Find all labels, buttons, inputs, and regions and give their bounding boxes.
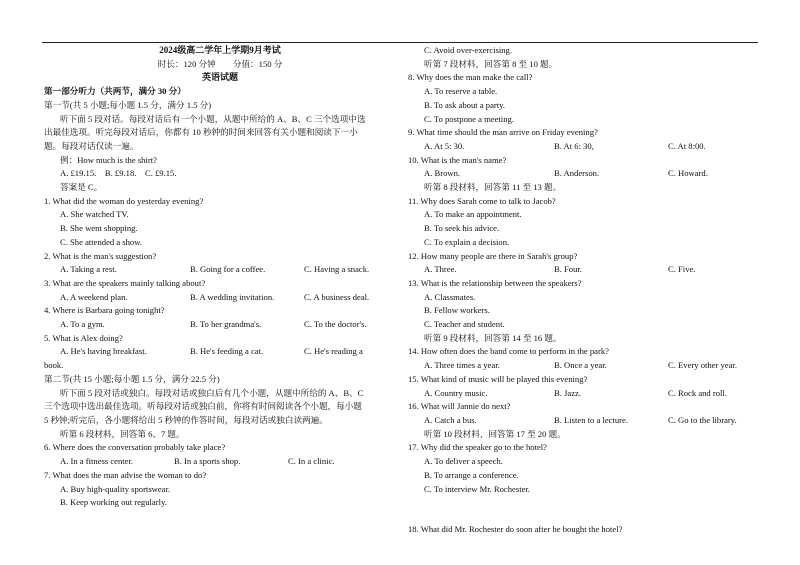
example-question: 例：How much is the shirt? xyxy=(60,154,157,165)
option-b: B. To her grandma's. xyxy=(190,319,262,330)
option-a: A. Classmates. xyxy=(424,291,476,302)
options-row xyxy=(408,387,760,401)
option-a: A. A weekend plan. xyxy=(60,291,128,302)
right-column xyxy=(408,44,760,537)
option-b: B. Listen to a lecture. xyxy=(554,414,628,425)
material-note: 听第 6 段材料，回答第 6、7 题。 xyxy=(60,428,185,439)
options-row xyxy=(408,263,760,277)
option-c: C. A business deal. xyxy=(304,291,370,302)
options-row xyxy=(408,167,760,181)
question-text: 2. What is the man's suggestion? xyxy=(44,250,157,261)
example-options: A. £19.15. B. £9.18. C. £9.15. xyxy=(60,168,177,179)
options-row xyxy=(44,263,396,277)
option-a: A. Catch a bus. xyxy=(424,414,477,425)
option-c: C. In a clinic. xyxy=(288,456,335,467)
part1-heading: 第一部分听力（共两节，满分 30 分） xyxy=(44,86,186,97)
options-row xyxy=(44,291,396,305)
question-text: 18. What did Mr. Rochester do soon after he bought the hotel? xyxy=(408,524,623,535)
material-note: 听第 9 段材料，回答第 14 至 16 题。 xyxy=(424,332,562,343)
option-c: C. He's reading a xyxy=(304,346,363,357)
section2-instruction: 三个选项中选出最佳选项。听每段对话或独白前，你将有时间阅读各个小题，每小题 xyxy=(44,401,362,412)
subject-title: 英语试题 xyxy=(201,72,238,83)
option-c: C. Howard. xyxy=(668,168,708,179)
section2-heading: 第二节(共 15 小题;每小题 1.5 分，满分 22.5 分) xyxy=(44,373,220,384)
question-text: 16. What will Jannie do next? xyxy=(408,401,511,412)
option-b: B. A wedding invitation. xyxy=(190,291,275,302)
question-text: 9. What time should the man arrive on Friday evening? xyxy=(408,127,598,138)
option-c: C. Every other year. xyxy=(668,360,737,371)
option-c: C. Avoid over-exercising. xyxy=(424,45,512,55)
option-b: B. Going for a coffee. xyxy=(190,264,266,275)
option-b: B. At 6: 30, xyxy=(554,140,594,151)
question-text: 15. What kind of music will be played this evening? xyxy=(408,373,588,384)
option-a: A. Taking a rest. xyxy=(60,264,117,275)
question-text: 10. What is the man's name? xyxy=(408,154,507,165)
section1-heading: 第一节(共 5 小题;每小题 1.5 分，满分 1.5 分) xyxy=(44,99,212,110)
option-b: B. In a sports shop. xyxy=(174,456,241,467)
option-a: A. Brown. xyxy=(424,168,461,179)
option-c: C. Five. xyxy=(668,264,696,275)
option-a: A. He's having breakfast. xyxy=(60,346,147,357)
example-answer: 答案是 C。 xyxy=(60,182,103,193)
options-row xyxy=(408,140,760,154)
question-text: 13. What is the relationship between the speakers? xyxy=(408,277,582,288)
option-c: C. Teacher and student. xyxy=(424,319,505,330)
time-score: 时长：120 分钟 分值：150 分 xyxy=(157,58,283,69)
option-a: A. Buy high-quality sportswear. xyxy=(60,483,171,494)
option-a: A. To deliver a speech. xyxy=(424,456,503,467)
question-text: 12. How many people are there in Sarah's group? xyxy=(408,250,578,261)
option-a: A. To make an appointment. xyxy=(424,209,522,220)
option-a: A. She watched TV. xyxy=(60,209,129,220)
option-b: B. Four. xyxy=(554,264,582,275)
question-text: 6. Where does the conversation probably take place? xyxy=(44,442,226,453)
options-row xyxy=(408,359,760,373)
options-row xyxy=(408,414,760,428)
section1-instruction: 听下面 5 段对话。每段对话后有一个小题，从题中所给的 A、B、C 三个选项中选 xyxy=(60,113,366,124)
exam-title: 2024级高二学年上学期9月考试 xyxy=(159,45,281,55)
option-a: A. To a gym. xyxy=(60,319,105,330)
option-a: A. Country music. xyxy=(424,387,488,398)
option-b: B. To arrange a conference. xyxy=(424,469,519,480)
option-c-continued: book. xyxy=(44,360,64,371)
question-text: 17. Why did the speaker go to the hotel? xyxy=(408,442,547,453)
option-a: A. Three. xyxy=(424,264,457,275)
option-b: B. Keep working out regularly. xyxy=(60,497,167,508)
options-row xyxy=(44,318,396,332)
spacer xyxy=(408,496,760,523)
option-b: B. To ask about a party. xyxy=(424,99,506,110)
option-b: B. He's feeding a cat. xyxy=(190,346,264,357)
section2-instruction: 听下面 5 段对话或独白。每段对话或独白后有几个小题，从题中所给的 A、B、C xyxy=(60,387,364,398)
option-c: C. To explain a decision. xyxy=(424,236,510,247)
question-text: 1. What did the woman do yesterday evening? xyxy=(44,195,204,206)
option-b: B. Jazz. xyxy=(554,387,581,398)
option-b: B. Once a year. xyxy=(554,360,607,371)
option-c: C. She attended a show. xyxy=(60,236,143,247)
section1-instruction: 出最佳选项。听完每段对话后，你都有 10 秒钟的时间来回答有关小题和阅读下一小 xyxy=(44,127,358,138)
section1-instruction: 题。每段对话仅读一遍。 xyxy=(44,140,139,151)
question-text: 7. What does the man advise the woman to do? xyxy=(44,469,207,480)
options-row xyxy=(44,345,396,359)
option-b: B. Fellow workers. xyxy=(424,305,490,316)
question-text: 8. Why does the man make the call? xyxy=(408,72,533,83)
question-text: 11. Why does Sarah come to talk to Jacob? xyxy=(408,195,556,206)
option-c: C. Having a snack. xyxy=(304,264,370,275)
question-text: 5. What is Alex doing? xyxy=(44,332,123,343)
option-b: B. To seek his advice. xyxy=(424,223,500,234)
question-text: 3. What are the speakers mainly talking about? xyxy=(44,277,206,288)
option-a: A. In a fitness center. xyxy=(60,456,134,467)
material-note: 听第 10 段材料，回答第 17 至 20 题。 xyxy=(424,428,566,439)
question-text: 4. Where is Barbara going tonight? xyxy=(44,305,165,316)
option-c: C. Rock and roll. xyxy=(668,387,727,398)
left-column xyxy=(44,44,396,510)
option-c: C. To postpone a meeting. xyxy=(424,113,514,124)
material-note: 听第 8 段材料，回答第 11 至 13 题。 xyxy=(424,182,562,193)
question-text: 14. How often does the band come to perform in the park? xyxy=(408,346,609,357)
material-note: 听第 7 段材料，回答第 8 至 10 题。 xyxy=(424,58,558,69)
section2-instruction: 5 秒钟;听完后，各小题将给出 5 秒钟的作答时间，每段对话或独白读两遍。 xyxy=(44,414,328,425)
option-b: B. Anderson. xyxy=(554,168,600,179)
option-c: C. To the doctor's. xyxy=(304,319,367,330)
option-a: A. At 5: 30. xyxy=(424,140,465,151)
top-rule xyxy=(42,42,758,43)
option-c: C. To interview Mr. Rochester. xyxy=(424,483,530,494)
option-c: C. Go to the library. xyxy=(668,414,737,425)
option-a: A. To reserve a table. xyxy=(424,86,498,97)
option-b: B. She went shopping. xyxy=(60,223,138,234)
option-a: A. Three times a year. xyxy=(424,360,500,371)
option-c: C. At 8:00. xyxy=(668,140,706,151)
options-row xyxy=(44,455,396,469)
